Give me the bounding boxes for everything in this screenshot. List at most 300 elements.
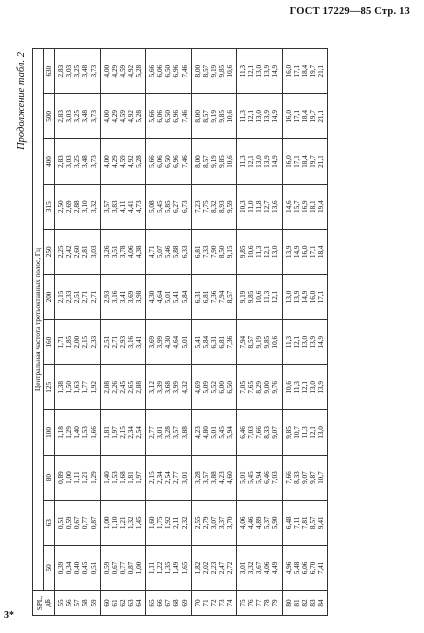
table-value: 8,57 — [201, 64, 210, 78]
table-value: 1,29 — [65, 426, 74, 439]
spl-value: 58 — [81, 599, 90, 607]
table-value: 6,96 — [172, 155, 181, 168]
table-value: 3,37 — [217, 516, 226, 530]
table-value: 9,85 — [247, 290, 256, 304]
table-value: 2,69 — [65, 200, 74, 213]
table-value: 11,3 — [239, 64, 248, 78]
table-value: 4,32 — [180, 381, 189, 394]
table-value: 5,37 — [263, 516, 272, 530]
table-value: 1,21 — [81, 471, 90, 484]
spl-value: 77 — [255, 599, 264, 607]
table-value: 6,06 — [156, 64, 165, 78]
table-value: 2,50 — [57, 200, 66, 213]
value-cell — [282, 545, 327, 590]
table-value: 13,9 — [308, 335, 317, 349]
table-value: 3,16 — [126, 335, 135, 349]
frequency-header: 400 — [44, 139, 55, 184]
table-value: 21,1 — [316, 155, 325, 168]
table-value: 3,98 — [135, 290, 144, 304]
table-value: 4,00 — [102, 64, 111, 78]
table-value: 3,67 — [255, 561, 264, 575]
value-cell — [55, 410, 100, 455]
table-value: 2,71 — [81, 290, 90, 304]
value-cell — [282, 320, 327, 365]
value-cell — [282, 500, 327, 545]
table-value: 5,84 — [180, 290, 189, 304]
table-value: 5,01 — [209, 426, 218, 439]
table-value: 7,66 — [284, 471, 293, 484]
table-value: 1,60 — [148, 516, 157, 530]
table-value: 8,57 — [247, 335, 256, 349]
table-value: 5,45 — [247, 471, 256, 484]
value-cell — [191, 455, 236, 500]
table-value: 11,3 — [255, 245, 264, 258]
value-cell — [146, 49, 191, 94]
spl-value: 78 — [263, 599, 272, 607]
table-value: 7,46 — [180, 64, 189, 78]
spl-value: 62 — [118, 599, 127, 607]
table-value: 18,4 — [316, 245, 325, 259]
table-value: 9,07 — [300, 471, 309, 484]
table-value: 4,64 — [156, 290, 165, 304]
value-cell — [282, 49, 327, 94]
spl-value: 56 — [65, 599, 74, 607]
table-value: 1,00 — [102, 516, 111, 530]
table-value: 3,99 — [156, 335, 165, 349]
page-header: ГОСТ 17229—85 Стр. 13 — [289, 6, 410, 17]
frequency-header: 50 — [44, 545, 55, 590]
table-value: 1,81 — [102, 426, 111, 439]
spl-value: 57 — [73, 599, 82, 607]
table-value: 12,1 — [247, 110, 256, 123]
value-cell — [55, 545, 100, 590]
value-cell — [100, 274, 145, 319]
table-value: 5,94 — [225, 426, 234, 439]
table-value: 1,29 — [89, 471, 98, 484]
table-value: 7,46 — [180, 110, 189, 123]
table-value: 18,4 — [300, 64, 309, 78]
spl-value: 83 — [308, 599, 317, 607]
value-cell — [146, 500, 191, 545]
table-value: 3,69 — [148, 335, 157, 349]
table-value: 3,51 — [110, 245, 119, 259]
table-value: 9,85 — [217, 110, 226, 123]
table-value: 9,87 — [308, 471, 317, 484]
table-value: 9,41 — [316, 516, 325, 530]
value-cell — [146, 94, 191, 139]
rotated-table-block — [16, 48, 386, 616]
table-value: 13,0 — [255, 64, 264, 78]
table-value: 2,77 — [172, 471, 181, 484]
table-value: 4,30 — [148, 290, 157, 304]
table-value: 4,00 — [102, 155, 111, 168]
table-value: 14,9 — [292, 245, 301, 259]
spl-value: 74 — [225, 599, 234, 607]
value-cell — [237, 320, 282, 365]
spl-cell — [237, 591, 282, 616]
value-cell — [191, 139, 236, 184]
table-value: 0,39 — [57, 561, 66, 575]
table-value: 0,87 — [126, 561, 135, 575]
value-cell — [191, 274, 236, 319]
table-value: 0,87 — [89, 516, 98, 530]
table-value: 3,48 — [81, 155, 90, 168]
table-value: 6,46 — [263, 471, 272, 484]
table-value: 3,41 — [118, 290, 127, 304]
table-value: 1,00 — [65, 471, 74, 484]
table-value: 1,10 — [110, 516, 119, 530]
table-value: 1,92 — [164, 516, 173, 530]
value-cell — [237, 545, 282, 590]
table-row-group — [100, 49, 145, 616]
table-value: 7,94 — [239, 335, 248, 349]
table-value: 2,60 — [73, 245, 82, 259]
table-value: 3,26 — [102, 245, 111, 259]
table-value: 5,28 — [135, 110, 144, 123]
table-value: 0,67 — [110, 561, 119, 575]
table-value: 18,4 — [300, 155, 309, 168]
table-value: 7,94 — [217, 290, 226, 304]
table-value: 5,84 — [201, 335, 210, 349]
table-value: 10,6 — [225, 110, 234, 123]
spl-cell — [146, 591, 191, 616]
table-value: 9,07 — [271, 426, 280, 439]
table-value: 3,73 — [89, 64, 98, 78]
value-cell — [55, 229, 100, 274]
table-value: 3,25 — [73, 64, 82, 78]
table-value: 6,50 — [225, 381, 234, 394]
table-value: 13,9 — [263, 110, 272, 123]
value-cell — [191, 410, 236, 455]
value-cell — [55, 274, 100, 319]
table-value: 11,3 — [239, 155, 248, 168]
table-value: 3,39 — [156, 381, 165, 394]
table-value: 3,32 — [89, 200, 98, 213]
spl-value: 81 — [292, 599, 301, 607]
value-cell — [237, 229, 282, 274]
table-value: 1,66 — [89, 426, 98, 439]
table-value: 7,05 — [239, 381, 248, 394]
value-cell — [237, 49, 282, 94]
table-value: 10,6 — [271, 335, 280, 349]
value-cell — [55, 139, 100, 184]
table-row-group — [55, 49, 100, 616]
table-value: 16,0 — [284, 155, 293, 168]
table-value: 5,85 — [164, 200, 173, 213]
table-value: 18,1 — [308, 200, 317, 213]
spl-cell — [282, 591, 327, 616]
frequency-header: 160 — [44, 320, 55, 365]
table-value: 5,41 — [172, 290, 181, 304]
table-value: 4,92 — [126, 110, 135, 123]
table-value: 5,08 — [148, 200, 157, 213]
frequency-header: 250 — [44, 229, 55, 274]
table-value: 5,66 — [148, 155, 157, 168]
table-value: 3,73 — [89, 155, 98, 168]
table-value: 13,9 — [316, 381, 325, 394]
table-value: 1,82 — [193, 561, 202, 575]
spl-value: 72 — [209, 599, 218, 607]
table-value: 10,6 — [284, 381, 293, 394]
table-value: 0,59 — [65, 516, 74, 530]
table-value: 18,4 — [300, 110, 309, 123]
frequency-header: 100 — [44, 410, 55, 455]
table-value: 1,81 — [126, 471, 135, 484]
table-value: 19,4 — [316, 200, 325, 213]
table-value: 3,16 — [110, 290, 119, 304]
table-value: 15,7 — [292, 200, 301, 213]
table-value: 2,93 — [102, 290, 111, 304]
table-value: 7,75 — [201, 200, 210, 213]
value-cell — [55, 455, 100, 500]
table-value: 9,85 — [217, 155, 226, 168]
table-value: 13,9 — [284, 245, 293, 259]
table-value: 7,81 — [300, 516, 309, 530]
table-value: 4,71 — [148, 245, 157, 259]
table-value: 11,3 — [300, 426, 309, 439]
table-value: 11,3 — [284, 335, 293, 349]
table-value: 2,77 — [148, 426, 157, 439]
value-cell — [146, 410, 191, 455]
value-cell — [282, 139, 327, 184]
table-value: 6,96 — [172, 64, 181, 78]
table-value: 1,32 — [126, 516, 135, 530]
frequency-header: 125 — [44, 365, 55, 410]
table-value: 17,1 — [292, 110, 301, 123]
frequency-header: 315 — [44, 184, 55, 229]
table-row-group — [146, 49, 191, 616]
table-value: 3,99 — [172, 381, 181, 394]
table-value: 4,11 — [118, 200, 127, 213]
spl-cell — [191, 591, 236, 616]
table-value: 1,53 — [110, 471, 119, 484]
table-value: 17,1 — [308, 245, 317, 259]
table-value: 7,36 — [209, 290, 218, 304]
table-value: 3,07 — [209, 516, 218, 530]
table-value: 4,41 — [126, 200, 135, 213]
table-value: 7,03 — [271, 471, 280, 484]
table-value: 4,29 — [110, 110, 119, 123]
table-value: 13,6 — [271, 200, 280, 213]
value-cell — [282, 410, 327, 455]
value-cell — [191, 545, 236, 590]
table-value: 9,19 — [209, 110, 218, 123]
table-value: 2,83 — [57, 110, 66, 123]
table-value: 2,11 — [172, 516, 181, 529]
table-value: 1,49 — [172, 561, 181, 575]
table-value: 4,00 — [102, 110, 111, 123]
table-value: 5,45 — [217, 426, 226, 439]
table-value: 1,97 — [135, 471, 144, 484]
value-cell — [55, 49, 100, 94]
table-value: 10,7 — [316, 471, 325, 484]
frequency-header: 63 — [44, 500, 55, 545]
page-footer-mark: 3* — [4, 610, 14, 621]
table-value: 14,9 — [316, 335, 325, 349]
table-value: 3,25 — [73, 155, 82, 168]
table-value: 3,57 — [201, 471, 210, 484]
table-value: 2,88 — [73, 200, 82, 213]
table-value: 6,00 — [217, 381, 226, 394]
table-value: 0,89 — [57, 471, 66, 484]
table-value: 4,60 — [225, 471, 234, 484]
table-value: 9,85 — [239, 245, 248, 259]
table-value: 1,77 — [81, 381, 90, 394]
value-cell — [191, 365, 236, 410]
table-value: 4,29 — [110, 155, 119, 168]
table-value: 2,15 — [81, 335, 90, 349]
table-value: 5,45 — [156, 200, 165, 213]
table-value: 8,57 — [201, 155, 210, 168]
table-value: 8,00 — [193, 155, 202, 168]
spl-value: 61 — [110, 599, 119, 607]
table-value: 4,92 — [126, 64, 135, 78]
table-value: 2,33 — [89, 335, 98, 349]
table-value: 9,00 — [263, 381, 272, 394]
table-value: 3,48 — [81, 64, 90, 78]
table-value: 8,33 — [292, 471, 301, 484]
table-value: 1,45 — [135, 516, 144, 530]
spl-value: 59 — [89, 599, 98, 607]
table-value: 14,6 — [284, 200, 293, 213]
value-cell — [282, 229, 327, 274]
table-value: 3,57 — [172, 426, 181, 439]
table-value: 6,81 — [201, 290, 210, 304]
table-value: 0,45 — [81, 561, 90, 575]
table-value: 3,32 — [247, 561, 256, 575]
table-value: 5,46 — [164, 245, 173, 259]
table-value: 13,0 — [300, 335, 309, 349]
table-value: 7,03 — [247, 426, 256, 439]
table-value: 9,15 — [225, 245, 234, 259]
value-cell — [100, 229, 145, 274]
table-value: 2,26 — [110, 381, 119, 394]
spl-value: 55 — [57, 599, 66, 607]
table-value: 2,34 — [156, 471, 165, 484]
table-value: 1,18 — [57, 426, 66, 439]
value-cell — [237, 500, 282, 545]
table-value: 1,50 — [65, 381, 74, 394]
table-value: 4,49 — [271, 561, 280, 575]
table-value: 10,6 — [255, 290, 264, 304]
spl-value: 63 — [126, 599, 135, 607]
table-value: 10,6 — [247, 245, 256, 259]
table-value: 14,9 — [271, 64, 280, 78]
spl-value: 66 — [156, 599, 165, 607]
table-value: 12,1 — [263, 245, 272, 259]
value-cell — [237, 274, 282, 319]
table-value: 6,27 — [172, 200, 181, 213]
table-value: 4,06 — [263, 561, 272, 575]
value-cell — [100, 545, 145, 590]
value-cell — [146, 545, 191, 590]
table-value: 7,36 — [225, 335, 234, 349]
table-value: 6,50 — [164, 110, 173, 123]
table-value: 4,59 — [118, 64, 127, 78]
spl-value: 60 — [102, 599, 111, 607]
sound-pressure-table — [32, 48, 328, 616]
table-value: 2,83 — [57, 64, 66, 78]
table-value: 6,50 — [164, 64, 173, 78]
table-value: 1,92 — [89, 381, 98, 394]
table-value: 4,73 — [135, 200, 144, 213]
table-value: 3,28 — [164, 426, 173, 439]
value-cell — [237, 410, 282, 455]
table-value: 17,1 — [292, 64, 301, 78]
table-value: 5,01 — [164, 290, 173, 304]
table-value: 0,67 — [73, 516, 82, 530]
value-cell — [237, 455, 282, 500]
table-value: 1,68 — [118, 471, 127, 484]
table-value: 1,63 — [73, 381, 82, 394]
spl-value: 68 — [172, 599, 181, 607]
table-value: 1,40 — [102, 471, 111, 484]
table-value: 12,1 — [292, 335, 301, 349]
table-value: 9,19 — [255, 335, 264, 349]
spl-value: 79 — [271, 599, 280, 607]
table-value: 4,23 — [193, 426, 202, 439]
table-value: 2,34 — [126, 426, 135, 439]
frequency-group-header: Центральная частота третьоктавных полос, Гц — [33, 49, 44, 591]
table-value: 3,12 — [148, 381, 157, 394]
table-value: 2,08 — [102, 381, 111, 394]
table-value: 6,06 — [156, 110, 165, 123]
table-value: 9,19 — [209, 155, 218, 168]
table-value: 8,29 — [255, 381, 264, 394]
table-value: 6,31 — [209, 335, 218, 349]
table-value: 4,59 — [118, 110, 127, 123]
value-cell — [100, 49, 145, 94]
value-cell — [55, 500, 100, 545]
table-value: 6,06 — [156, 155, 165, 168]
table-value: 1,40 — [73, 426, 82, 439]
table-value: 3,28 — [193, 471, 202, 484]
value-cell — [100, 184, 145, 229]
value-cell — [100, 410, 145, 455]
table-value: 2,33 — [65, 290, 74, 304]
spl-cell — [55, 591, 100, 616]
table-value: 16,9 — [300, 200, 309, 213]
table-value: 17,1 — [316, 290, 325, 304]
spl-value: 69 — [180, 599, 189, 607]
value-cell — [55, 184, 100, 229]
table-value: 0,51 — [57, 516, 66, 530]
value-cell — [146, 365, 191, 410]
table-value: 13,0 — [308, 381, 317, 394]
table-value: 16,0 — [284, 64, 293, 78]
table-value: 7,33 — [201, 245, 210, 259]
spl-cell — [100, 591, 145, 616]
table-value: 4,89 — [255, 516, 264, 530]
table-value: 3,68 — [164, 381, 173, 394]
table-value: 11,3 — [239, 110, 248, 123]
table-value: 13,9 — [263, 64, 272, 78]
table-value: 6,06 — [300, 561, 309, 575]
table-value: 8,00 — [193, 64, 202, 78]
table-value: 12,1 — [247, 64, 256, 78]
table-value: 21,1 — [316, 64, 325, 78]
value-cell — [191, 320, 236, 365]
table-value: 4,38 — [135, 245, 144, 259]
value-cell — [100, 139, 145, 184]
table-value: 2,93 — [118, 335, 127, 349]
frequency-header: 200 — [44, 274, 55, 319]
table-value: 4,96 — [284, 561, 293, 575]
table-value: 2,45 — [118, 381, 127, 394]
frequency-header: 630 — [44, 49, 55, 94]
table-value: 5,07 — [156, 245, 165, 259]
spl-value: 76 — [247, 599, 256, 607]
